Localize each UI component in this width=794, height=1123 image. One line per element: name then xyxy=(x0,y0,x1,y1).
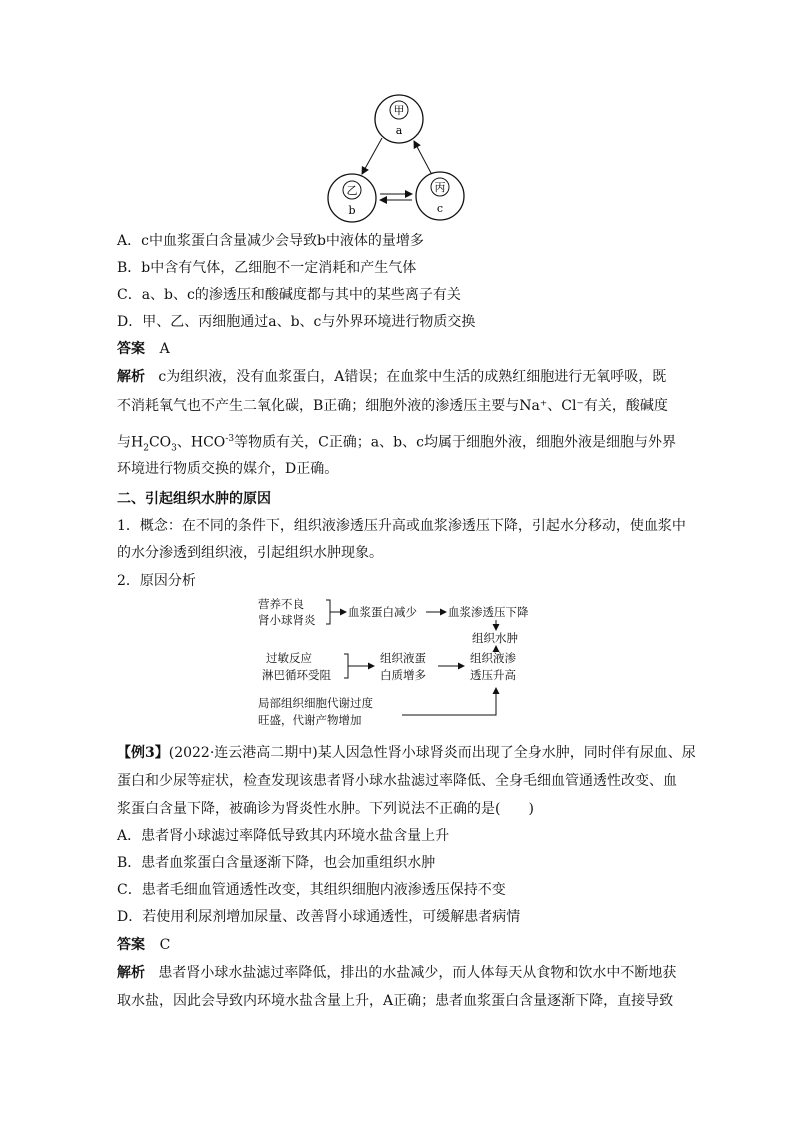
cause-lymph-blocked: 淋巴循环受阻 xyxy=(262,668,331,682)
answer-value: C xyxy=(159,937,171,953)
cell-jia-name: 甲 xyxy=(393,104,405,117)
q1-option-a: A．c中血浆蛋白含量减少会导致b中液体的量增多 xyxy=(117,233,424,249)
plasma-osmotic-decrease: 血浆渗透压下降 xyxy=(448,605,529,619)
tissue-osmotic-increase-1: 组织液渗 xyxy=(470,651,516,665)
concept-line-2: 的水分渗透到组织液，引起组织水肿现象。 xyxy=(117,545,383,561)
concept-line-1: 1．概念：在不同的条件下，组织液渗透压升高或血浆渗透压下降，引起水分移动，使血浆中 xyxy=(117,518,686,534)
cell-yi xyxy=(328,174,376,222)
q2-stem-line-1: 【例3】(2022·连云港高二期中)某人因急性肾小球肾炎而出现了全身水肿，同时伴有尿血、尿 xyxy=(117,745,696,761)
q2-stem-line-2: 蛋白和少尿等症状，检查发现该患者肾小球水盐滤过率降低、全身毛细血管通透性改变、血 xyxy=(117,773,677,789)
tissue-protein-increase-1: 组织液蛋 xyxy=(380,651,426,665)
cause-nephritis: 肾小球肾炎 xyxy=(258,613,316,627)
bracket-2 xyxy=(344,654,348,678)
analysis-label: 解析 xyxy=(117,965,145,981)
q2-option-d: D．若使用利尿剂增加尿量、改善肾小球通透性，可缓解患者病情 xyxy=(117,909,521,925)
q1-option-d: D．甲、乙、丙细胞通过a、b、c与外界环境进行物质交换 xyxy=(117,314,476,330)
cause-allergy: 过敏反应 xyxy=(266,651,312,665)
metabolism-connector xyxy=(402,688,496,715)
q2-stem-line-3: 浆蛋白含量下降，被确诊为肾炎性水肿。下列说法不正确的是( ) xyxy=(117,801,534,817)
answer-label: 答案 xyxy=(117,341,145,357)
q1-option-b: B．b中含有气体，乙细胞不一定消耗和产生气体 xyxy=(117,260,417,276)
q2-analysis-line-2: 取水盐，因此会导致内环境水盐含量上升，A正确；患者血浆蛋白含量逐渐下降，直接导致 xyxy=(117,993,674,1009)
answer-label: 答案 xyxy=(117,937,145,953)
fluid-c-label: c xyxy=(436,202,444,215)
fluid-a-label: a xyxy=(395,124,403,137)
q1-analysis-line-1: 解析 c为组织液，没有血浆蛋白，A错误；在血浆中生活的成熟红细胞进行无氧呼吸，既 xyxy=(117,369,667,385)
q2-option-a: A．患者肾小球滤过率降低导致其内环境水盐含量上升 xyxy=(117,828,450,844)
answer-value: A xyxy=(159,341,170,357)
arrow-a-to-b xyxy=(362,138,382,174)
q2-option-b: B．患者血浆蛋白含量逐渐下降，也会加重组织水肿 xyxy=(117,855,436,871)
cell-exchange-diagram xyxy=(320,88,480,228)
cause-local-metabolism-1: 局部组织细胞代谢过度 xyxy=(258,696,373,710)
cell-bing xyxy=(416,172,464,220)
q1-option-c: C．a、b、c的渗透压和酸碱度都与其中的某些离子有关 xyxy=(117,287,461,303)
tissue-edema: 组织水肿 xyxy=(472,631,518,645)
analysis-label: 解析 xyxy=(117,369,145,385)
bracket-1 xyxy=(326,600,330,624)
example-tag: 【例3】 xyxy=(117,745,169,761)
fluid-b-label: b xyxy=(348,204,356,217)
edema-flowchart xyxy=(250,594,550,730)
tissue-osmotic-increase-2: 透压升高 xyxy=(470,668,516,682)
arrow-c-to-a xyxy=(414,141,431,173)
section2-heading: 二、引起组织水肿的原因 xyxy=(117,491,271,507)
cause-local-metabolism-2: 旺盛，代谢产物增加 xyxy=(258,713,362,727)
q1-analysis-line-2: 不消耗氧气也不产生二氧化碳，B正确；细胞外液的渗透压主要与Na⁺、Cl⁻有关，酸碱度 xyxy=(117,398,668,414)
q1-analysis-line-4: 环境进行物质交换的媒介，D正确。 xyxy=(117,461,339,477)
q1-analysis-line-3: 与$H_2CO_3$、$HCO^{-3}$等物质有关，C正确；a、b、c均属于细胞外液，细胞外液是细胞与外界 xyxy=(117,434,676,454)
cause-malnutrition: 营养不良 xyxy=(258,597,304,611)
plasma-protein-decrease: 血浆蛋白减少 xyxy=(348,605,417,619)
q1-answer xyxy=(117,340,170,358)
q2-analysis-line-1: 解析 患者肾小球水盐滤过率降低，排出的水盐减少，而人体每天从食物和饮水中不断地获 xyxy=(117,965,677,981)
cell-jia xyxy=(375,95,423,143)
q2-option-c: C．患者毛细血管通透性改变，其组织细胞内液渗透压保持不变 xyxy=(117,882,506,898)
cause-analysis-title: 2．原因分析 xyxy=(117,573,196,589)
q2-answer xyxy=(117,936,170,954)
cell-bing-name: 丙 xyxy=(434,181,446,194)
tissue-protein-increase-2: 白质增多 xyxy=(380,668,426,682)
cell-yi-name: 乙 xyxy=(346,184,358,197)
